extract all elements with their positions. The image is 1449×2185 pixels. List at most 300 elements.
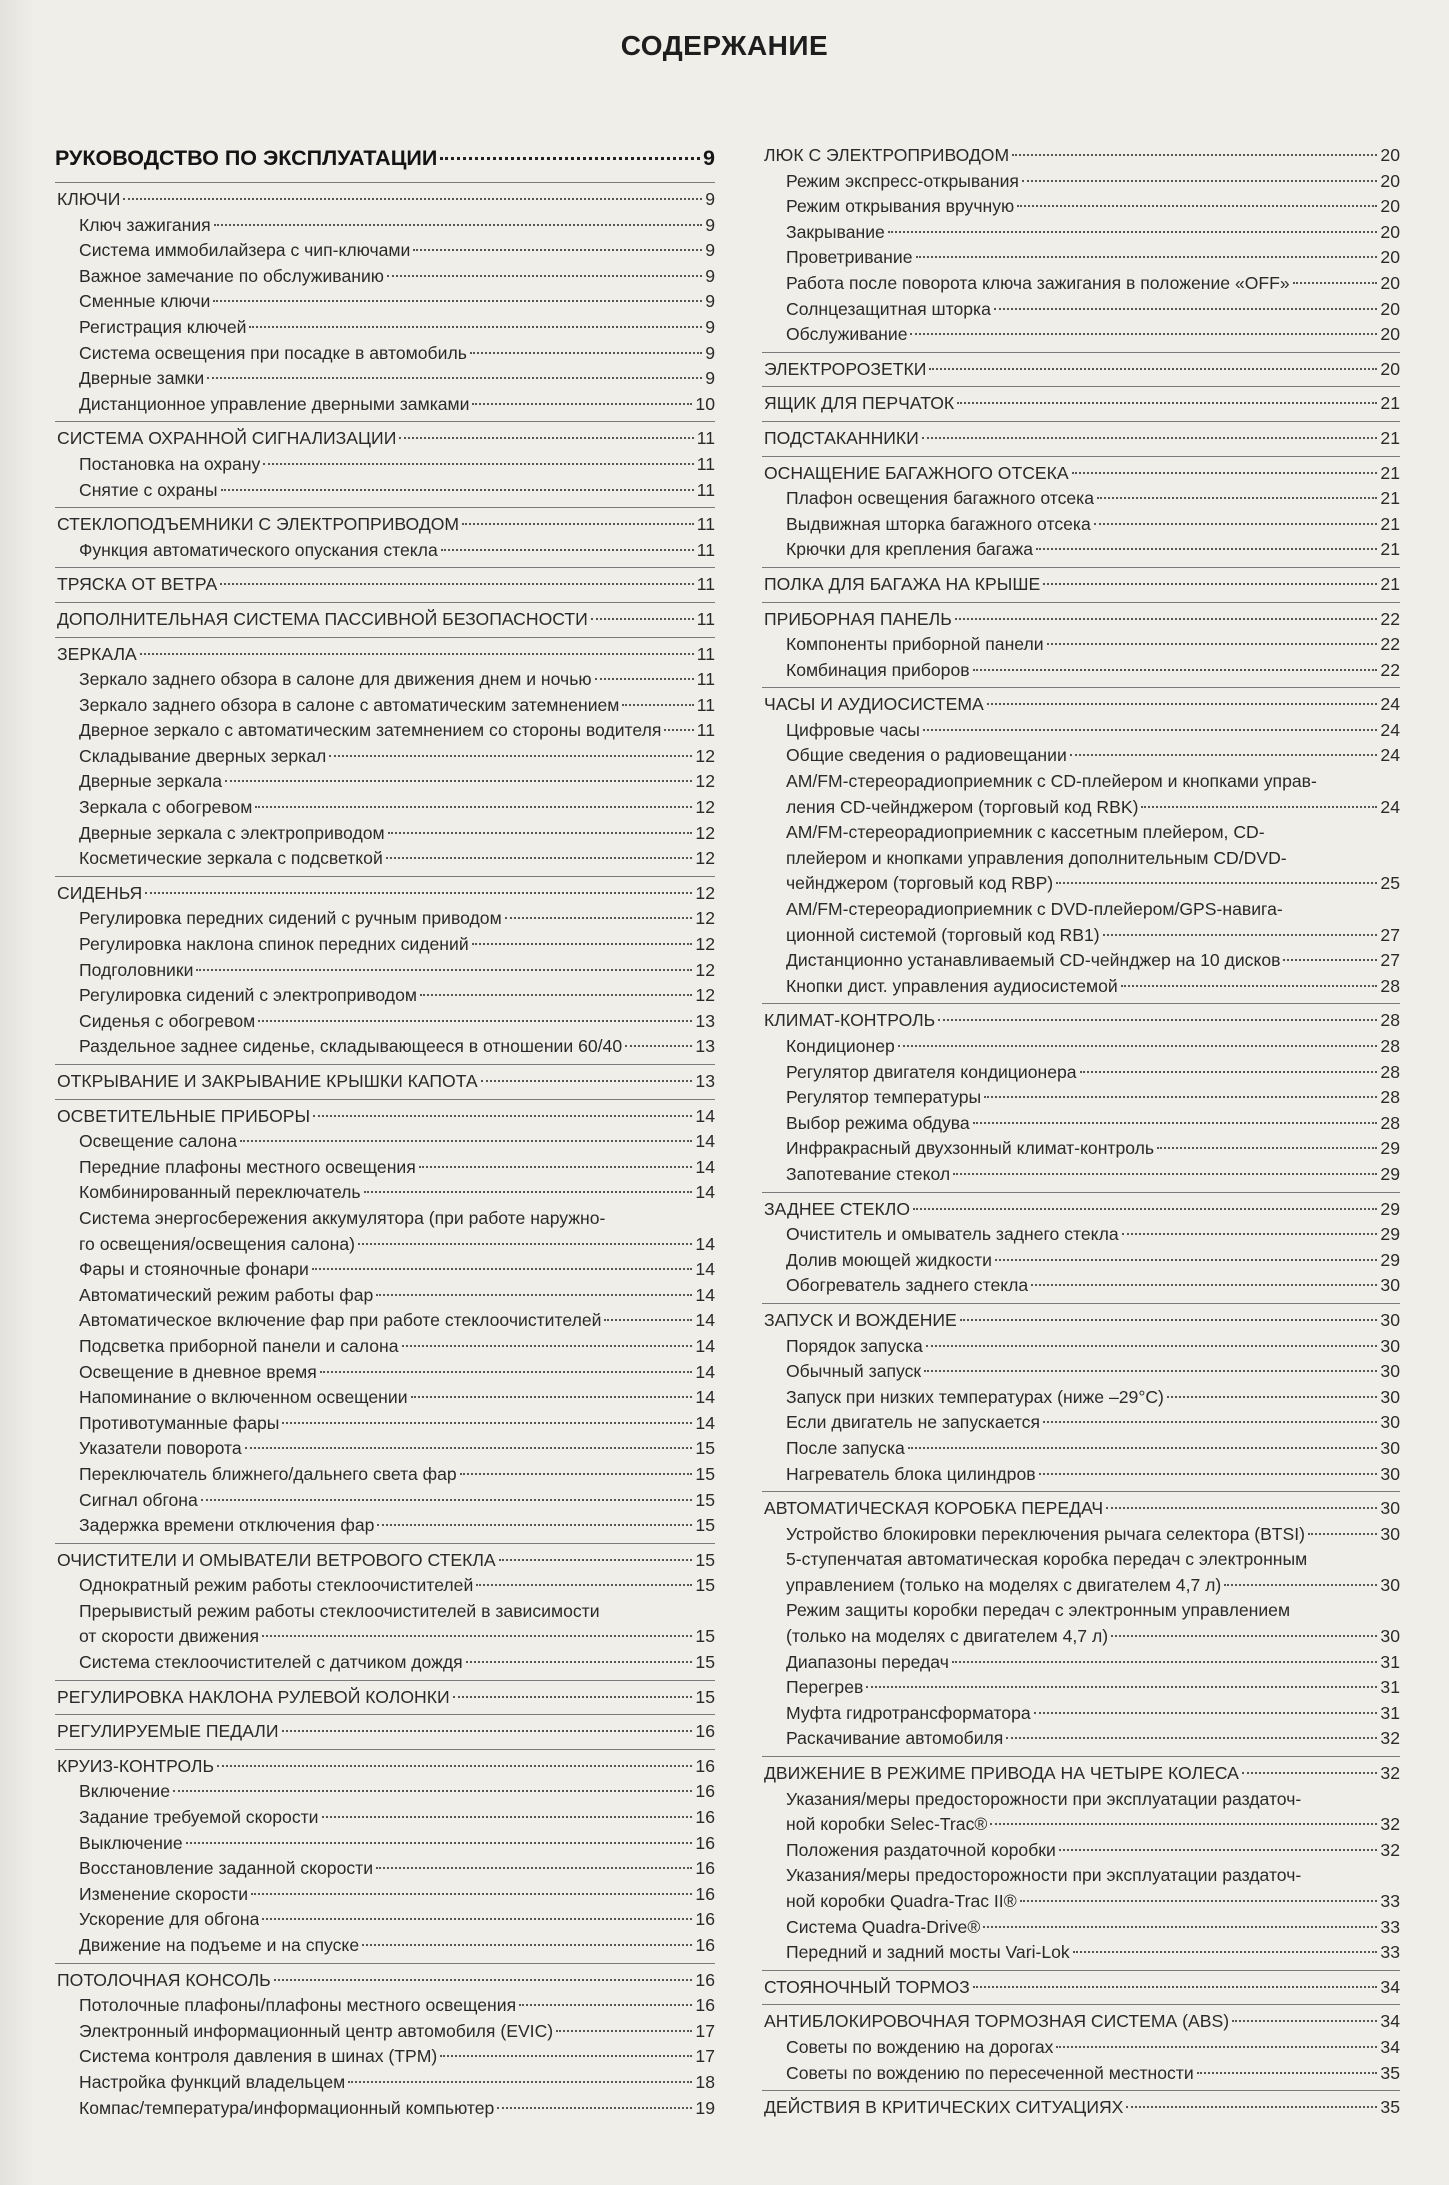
- dot-leader: [387, 275, 702, 277]
- toc-entry[interactable]: [55, 392, 715, 418]
- toc-entry[interactable]: [55, 2019, 715, 2045]
- entry-title: ПОТОЛОЧНАЯ КОНСОЛЬ: [57, 1969, 271, 1990]
- toc-entry-line: AM/FM-стереорадиоприемник с кассетным плейером, CD-: [786, 822, 1265, 843]
- dot-leader: [453, 1696, 693, 1698]
- dot-leader: [1039, 1473, 1378, 1475]
- toc-entry[interactable]: [55, 1283, 715, 1309]
- toc-entry[interactable]: [55, 1513, 715, 1539]
- page-number: 12: [695, 959, 715, 980]
- page-number: 18: [695, 2071, 715, 2092]
- dot-leader: [399, 437, 693, 439]
- toc-entry[interactable]: [55, 1155, 715, 1181]
- toc-entry[interactable]: [55, 744, 715, 770]
- toc-section-heading[interactable]: [762, 357, 1400, 383]
- toc-entry[interactable]: [55, 667, 715, 693]
- toc-entry[interactable]: [55, 2044, 715, 2070]
- toc-entry[interactable]: [55, 846, 715, 872]
- page-number: 11: [696, 453, 715, 474]
- toc-section-heading[interactable]: [762, 1761, 1400, 1787]
- toc-entry[interactable]: [55, 1573, 715, 1599]
- toc-entry[interactable]: [762, 220, 1400, 246]
- page-number: 12: [695, 882, 715, 903]
- toc-section-heading[interactable]: [55, 1685, 715, 1711]
- toc-entry[interactable]: [55, 2070, 715, 2096]
- page-number: 16: [695, 1781, 715, 1802]
- entry-title: Солнцезащитная шторка: [786, 298, 991, 319]
- dot-leader: [472, 943, 693, 945]
- entry-title: Сменные ключи: [79, 291, 211, 312]
- dot-leader: [1012, 154, 1377, 156]
- page-number: 24: [1380, 694, 1400, 715]
- entry-title: Переключатель ближнего/дальнего света фар: [79, 1463, 457, 1484]
- dot-leader: [953, 1173, 1377, 1175]
- toc-section-heading[interactable]: [762, 1197, 1400, 1223]
- toc-entry[interactable]: [762, 1034, 1400, 1060]
- page-number: 14: [695, 1105, 715, 1126]
- page-title: СОДЕРЖАНИЕ: [620, 30, 829, 61]
- entry-title: Если двигатель не запускается: [786, 1412, 1040, 1433]
- page-number: 15: [695, 1549, 715, 1570]
- dot-leader: [1022, 180, 1377, 182]
- page-number: 15: [695, 1686, 715, 1707]
- toc-section-heading[interactable]: [55, 512, 715, 538]
- toc-entry[interactable]: [762, 1650, 1400, 1676]
- toc-entry[interactable]: [762, 537, 1400, 563]
- toc-entry[interactable]: [55, 315, 715, 341]
- dot-leader: [225, 780, 692, 782]
- page-number: 11: [696, 514, 715, 535]
- page-number: 14: [695, 1387, 715, 1408]
- toc-section-heading[interactable]: [55, 607, 715, 633]
- dot-leader: [505, 917, 693, 919]
- entry-title: (только на моделях с двигателем 4,7 л): [786, 1626, 1109, 1647]
- page-number: 24: [1380, 796, 1400, 817]
- entry-title: Компас/температура/информационный компьютер: [79, 2097, 495, 2118]
- toc-entry[interactable]: [762, 1701, 1400, 1727]
- toc-entry[interactable]: [762, 632, 1400, 658]
- dot-leader: [470, 352, 702, 354]
- dot-leader: [1043, 583, 1377, 585]
- toc-section-heading[interactable]: [762, 1308, 1400, 1334]
- dot-leader: [196, 969, 692, 971]
- page-number: 29: [1380, 1249, 1400, 1270]
- section-divider: [762, 1756, 1400, 1757]
- toc-entry[interactable]: [55, 1993, 715, 2019]
- dot-leader: [262, 1918, 692, 1920]
- toc-entry[interactable]: [55, 1385, 715, 1411]
- toc-entry[interactable]: [762, 743, 1400, 769]
- toc-entry[interactable]: [55, 1129, 715, 1155]
- toc-entry[interactable]: [55, 1436, 715, 1462]
- toc-entry[interactable]: [762, 271, 1400, 297]
- toc-entry[interactable]: [55, 1257, 715, 1283]
- toc-entry[interactable]: [762, 1273, 1400, 1299]
- toc-section-heading[interactable]: [762, 1975, 1400, 2001]
- toc-section-heading[interactable]: [762, 426, 1400, 452]
- toc-entry[interactable]: [55, 795, 715, 821]
- toc-entry[interactable]: [762, 1162, 1400, 1188]
- dot-leader: [282, 1730, 693, 1732]
- toc-entry[interactable]: [762, 718, 1400, 744]
- dot-leader: [1070, 754, 1378, 756]
- toc-entry[interactable]: [55, 1624, 715, 1650]
- page-number: 31: [1380, 1702, 1400, 1723]
- toc-entry[interactable]: [55, 958, 715, 984]
- toc-entry[interactable]: [55, 213, 715, 239]
- dot-leader: [221, 489, 694, 491]
- page-number: 12: [695, 771, 715, 792]
- entry-title: Регулировка наклона спинок передних сидений: [79, 934, 469, 955]
- toc-entry-line: AM/FM-стереорадиоприемник с CD-плейером и кнопками управ-: [786, 771, 1317, 792]
- toc-entry[interactable]: [762, 1915, 1400, 1941]
- section-divider: [55, 1064, 715, 1065]
- toc-entry[interactable]: [55, 1462, 715, 1488]
- toc-entry[interactable]: [762, 1359, 1400, 1385]
- page-number: 9: [705, 316, 715, 337]
- entry-title: Муфта гидротрансформатора: [786, 1702, 1031, 1723]
- dot-leader: [376, 1294, 692, 1296]
- page-number: 28: [1380, 1061, 1400, 1082]
- entry-title: КЛЮЧИ: [57, 189, 121, 209]
- dot-leader: [1006, 1737, 1377, 1739]
- page-number: 9: [703, 146, 715, 170]
- dot-leader: [440, 2055, 692, 2057]
- toc-entry[interactable]: [762, 322, 1400, 348]
- page-number: 10: [695, 393, 715, 414]
- dot-leader: [990, 1823, 1377, 1825]
- toc-entry[interactable]: [55, 1411, 715, 1437]
- entry-title: После запуска: [786, 1437, 905, 1458]
- toc-entry[interactable]: [762, 2061, 1400, 2087]
- dot-leader: [1043, 1421, 1377, 1423]
- toc-entry[interactable]: [55, 1650, 715, 1676]
- toc-entry-line: 5-ступенчатая автоматическая коробка передач с электронным: [786, 1549, 1308, 1570]
- toc-section-heading[interactable]: [762, 692, 1400, 718]
- toc-part-heading[interactable]: [55, 143, 715, 173]
- dot-leader: [1121, 985, 1378, 987]
- dot-leader: [348, 2081, 692, 2083]
- entry-title: Ключ зажигания: [79, 214, 211, 235]
- toc-section-heading[interactable]: [55, 642, 715, 668]
- entry-title: Фары и стояночные фонари: [79, 1259, 309, 1280]
- dot-leader: [519, 2004, 692, 2006]
- toc-entry[interactable]: [55, 366, 715, 392]
- entry-title: Общие сведения о радиовещании: [786, 745, 1067, 766]
- toc-entry[interactable]: [762, 1248, 1400, 1274]
- toc-section-heading[interactable]: [762, 143, 1400, 169]
- toc-entry[interactable]: [55, 1779, 715, 1805]
- toc-section-heading[interactable]: [762, 2009, 1400, 2035]
- dot-leader: [1167, 1396, 1378, 1398]
- toc-entry[interactable]: [55, 1882, 715, 1908]
- toc-section-heading[interactable]: [55, 187, 715, 213]
- toc-entry[interactable]: [762, 1410, 1400, 1436]
- page-number: 20: [1380, 196, 1400, 217]
- page-number: 29: [1380, 1224, 1400, 1245]
- dot-leader: [952, 1661, 1378, 1663]
- page-number: 12: [695, 908, 715, 929]
- page-number: 20: [1380, 247, 1400, 268]
- toc-entry[interactable]: [762, 795, 1400, 821]
- toc-entry[interactable]: [762, 1573, 1400, 1599]
- page-number: 21: [1380, 488, 1400, 509]
- entry-title: Автоматическое включение фар при работе стеклоочистителей: [79, 1310, 602, 1331]
- toc-section-heading[interactable]: [55, 426, 715, 452]
- dot-leader: [1047, 643, 1378, 645]
- toc-entry[interactable]: [55, 1334, 715, 1360]
- toc-entry[interactable]: [55, 2096, 715, 2122]
- toc-entry[interactable]: [55, 1009, 715, 1035]
- toc-entry[interactable]: [55, 1360, 715, 1386]
- toc-section-heading[interactable]: [762, 1008, 1400, 1034]
- dot-leader: [1017, 205, 1377, 207]
- page-number: 11: [696, 643, 715, 664]
- toc-entry-line: Прерывистый режим работы стеклоочистителей в зависимости: [79, 1600, 600, 1621]
- page-number: 20: [1380, 324, 1400, 345]
- entry-title: Система иммобилайзера с чип-ключами: [79, 240, 411, 261]
- toc-entry[interactable]: [762, 1385, 1400, 1411]
- page-number: 14: [695, 1259, 715, 1280]
- dot-leader: [1308, 1533, 1377, 1535]
- toc-section-heading[interactable]: [762, 1496, 1400, 1522]
- page-number: 30: [1380, 1437, 1400, 1458]
- page-number: 30: [1380, 1626, 1400, 1647]
- entry-title: управлением (только на моделях с двигателем 4,7 л): [786, 1574, 1222, 1595]
- section-divider: [55, 567, 715, 568]
- toc-entry[interactable]: [762, 1889, 1400, 1915]
- section-divider: [55, 421, 715, 422]
- toc-entry[interactable]: [55, 289, 715, 315]
- entry-title: Включение: [79, 1781, 170, 1802]
- toc-entry[interactable]: [55, 983, 715, 1009]
- page-number: 12: [695, 848, 715, 869]
- toc-entry[interactable]: [762, 245, 1400, 271]
- toc-entry[interactable]: [762, 486, 1400, 512]
- page-number: 28: [1380, 975, 1400, 996]
- section-divider: [762, 1003, 1400, 1004]
- entry-title: Сиденья с обогревом: [79, 1010, 256, 1031]
- page-number: 21: [1380, 513, 1400, 534]
- page-number: 15: [695, 1438, 715, 1459]
- section-divider: [55, 637, 715, 638]
- toc-entry[interactable]: [762, 658, 1400, 684]
- entry-title: Важное замечание по обслуживанию: [79, 265, 384, 286]
- entry-title: Диапазоны передач: [786, 1651, 949, 1672]
- toc-entry[interactable]: [55, 341, 715, 367]
- dot-leader: [140, 653, 694, 655]
- toc-entry[interactable]: [762, 1812, 1400, 1838]
- toc-section-heading[interactable]: [55, 1754, 715, 1780]
- dot-leader: [1293, 282, 1378, 284]
- page-number: 9: [705, 368, 715, 389]
- dot-leader: [320, 1371, 693, 1373]
- page-number: 14: [695, 1284, 715, 1305]
- dot-leader: [1059, 1849, 1378, 1851]
- page-number: 33: [1380, 1942, 1400, 1963]
- toc-entry[interactable]: [762, 1334, 1400, 1360]
- page-number: 9: [705, 214, 715, 235]
- dot-leader: [556, 2030, 692, 2032]
- page-number: 16: [695, 1969, 715, 1990]
- dot-leader: [994, 308, 1378, 310]
- entry-title: КРУИЗ-КОНТРОЛЬ: [57, 1755, 215, 1776]
- toc-entry[interactable]: [55, 1308, 715, 1334]
- toc-entry[interactable]: [55, 718, 715, 744]
- entry-title: Советы по вождению на дорогах: [786, 2036, 1054, 2057]
- toc-entry[interactable]: [762, 2035, 1400, 2061]
- entry-title: го освещения/освещения салона): [79, 1233, 355, 1254]
- toc-entry-line: AM/FM-стереорадиоприемник с DVD-плейером/GPS-навига-: [786, 899, 1283, 920]
- toc-entry[interactable]: [762, 1522, 1400, 1548]
- toc-entry[interactable]: [55, 1907, 715, 1933]
- page-number: 15: [695, 1489, 715, 1510]
- toc-entry[interactable]: [55, 906, 715, 932]
- toc-entry[interactable]: [55, 1232, 715, 1258]
- entry-title: Система Quadra-Drive®: [786, 1916, 981, 1937]
- page-number: 30: [1380, 1574, 1400, 1595]
- dot-leader: [1020, 1900, 1378, 1902]
- toc-section-heading[interactable]: [55, 1968, 715, 1994]
- toc-section-heading[interactable]: [55, 881, 715, 907]
- toc-section-heading[interactable]: [762, 461, 1400, 487]
- toc-entry[interactable]: [55, 1488, 715, 1514]
- page-number: 32: [1380, 1763, 1400, 1784]
- toc-section-heading[interactable]: [55, 1069, 715, 1095]
- toc-entry[interactable]: [762, 923, 1400, 949]
- dot-leader: [263, 463, 693, 465]
- toc-section-heading[interactable]: [762, 2095, 1400, 2121]
- dot-leader: [923, 729, 1377, 731]
- section-divider: [762, 687, 1400, 688]
- section-divider: [55, 602, 715, 603]
- toc-entry[interactable]: [762, 1085, 1400, 1111]
- toc-entry[interactable]: [55, 238, 715, 264]
- toc-entry[interactable]: [762, 948, 1400, 974]
- dot-leader: [973, 669, 1378, 671]
- toc-entry[interactable]: [55, 478, 715, 504]
- dot-leader: [1097, 497, 1377, 499]
- toc-section-heading[interactable]: [762, 391, 1400, 417]
- entry-title: Запуск при низких температурах (ниже –29°С): [786, 1386, 1164, 1407]
- page-number: 25: [1380, 873, 1400, 894]
- entry-title: Устройство блокировки переключения рычага селектора (BTSI): [786, 1523, 1306, 1544]
- dot-leader: [910, 333, 1377, 335]
- toc-entry[interactable]: [762, 1136, 1400, 1162]
- toc-entry[interactable]: [55, 1805, 715, 1831]
- entry-title: Долив моющей жидкости: [786, 1249, 992, 1270]
- toc-entry[interactable]: [762, 512, 1400, 538]
- entry-title: Автоматический режим работы фар: [79, 1284, 374, 1305]
- toc-entry[interactable]: [762, 871, 1400, 897]
- entry-title: ОЧИСТИТЕЛИ И ОМЫВАТЕЛИ ВЕТРОВОГО СТЕКЛА: [57, 1549, 496, 1570]
- page-number: 32: [1380, 1839, 1400, 1860]
- entry-title: Электронный информационный центр автомобиля (EVIC): [79, 2020, 554, 2041]
- dot-leader: [214, 224, 702, 226]
- dot-leader: [995, 1259, 1378, 1261]
- entry-title: ЗАПУСК И ВОЖДЕНИЕ: [764, 1309, 957, 1330]
- toc-entry[interactable]: [55, 1856, 715, 1882]
- toc-entry[interactable]: [762, 1462, 1400, 1488]
- entry-title: Напоминание о включенном освещении: [79, 1387, 408, 1408]
- toc-entry[interactable]: [762, 1222, 1400, 1248]
- dot-leader: [186, 1842, 693, 1844]
- page-number: 35: [1380, 2097, 1400, 2118]
- toc-entry[interactable]: [762, 297, 1400, 323]
- dot-leader: [916, 256, 1378, 258]
- dot-leader: [973, 1986, 1378, 1988]
- dot-leader: [913, 1208, 1377, 1210]
- toc-entry[interactable]: [762, 1940, 1400, 1966]
- entry-title: ЗЕРКАЛА: [57, 643, 137, 664]
- entry-title: Закрывание: [786, 221, 885, 242]
- dot-leader: [402, 1345, 693, 1347]
- toc-entry[interactable]: [762, 169, 1400, 195]
- dot-leader: [240, 1140, 692, 1142]
- toc-section-heading[interactable]: [762, 607, 1400, 633]
- dot-leader: [245, 1447, 693, 1449]
- page-number: 16: [695, 1858, 715, 1879]
- page-number: 30: [1380, 1309, 1400, 1330]
- toc-entry[interactable]: [55, 821, 715, 847]
- entry-title: Обогреватель заднего стекла: [786, 1275, 1029, 1296]
- toc-section-heading[interactable]: [55, 572, 715, 598]
- toc-entry[interactable]: [55, 452, 715, 478]
- page-number: 30: [1380, 1386, 1400, 1407]
- section-divider: [762, 386, 1400, 387]
- toc-section-heading[interactable]: [55, 1548, 715, 1574]
- dot-leader: [1224, 1584, 1377, 1586]
- toc-entry[interactable]: [55, 1933, 715, 1959]
- toc-entry[interactable]: [55, 264, 715, 290]
- toc-entry[interactable]: [55, 1180, 715, 1206]
- toc-section-heading[interactable]: [55, 1719, 715, 1745]
- dot-leader: [1036, 548, 1377, 550]
- entry-title: Задание требуемой скорости: [79, 1807, 319, 1828]
- toc-entry[interactable]: [762, 1624, 1400, 1650]
- toc-entry[interactable]: [55, 693, 715, 719]
- entry-title: ЭЛЕКТРОРОЗЕТКИ: [764, 358, 927, 379]
- toc-entry[interactable]: [55, 538, 715, 564]
- toc-section-heading[interactable]: [55, 1104, 715, 1130]
- entry-title: Очиститель и омыватель заднего стекла: [786, 1224, 1119, 1245]
- dot-leader: [322, 1816, 693, 1818]
- dot-leader: [313, 1115, 692, 1117]
- toc-entry[interactable]: [55, 932, 715, 958]
- dot-leader: [364, 1191, 693, 1193]
- toc-entry[interactable]: [55, 1831, 715, 1857]
- toc-entry[interactable]: [762, 1436, 1400, 1462]
- page-number: 31: [1380, 1651, 1400, 1672]
- dot-leader: [1080, 1071, 1378, 1073]
- page-number: 9: [705, 265, 715, 286]
- toc-entry[interactable]: [762, 1838, 1400, 1864]
- toc-entry[interactable]: [762, 974, 1400, 1000]
- dot-leader: [595, 678, 694, 680]
- entry-title: Цифровые часы: [786, 719, 920, 740]
- toc-entry[interactable]: [762, 1675, 1400, 1701]
- toc-entry[interactable]: [762, 1111, 1400, 1137]
- toc-entry[interactable]: [762, 1726, 1400, 1752]
- entry-title: СТЕКЛОПОДЪЕМНИКИ С ЭЛЕКТРОПРИВОДОМ: [57, 514, 460, 535]
- page-number: 16: [695, 1883, 715, 1904]
- toc-entry[interactable]: [55, 769, 715, 795]
- dot-leader: [329, 755, 692, 757]
- dot-leader: [622, 704, 693, 706]
- toc-entry[interactable]: [762, 194, 1400, 220]
- toc-entry[interactable]: [762, 1060, 1400, 1086]
- toc-entry[interactable]: [55, 1034, 715, 1060]
- toc-section-heading[interactable]: [762, 572, 1400, 598]
